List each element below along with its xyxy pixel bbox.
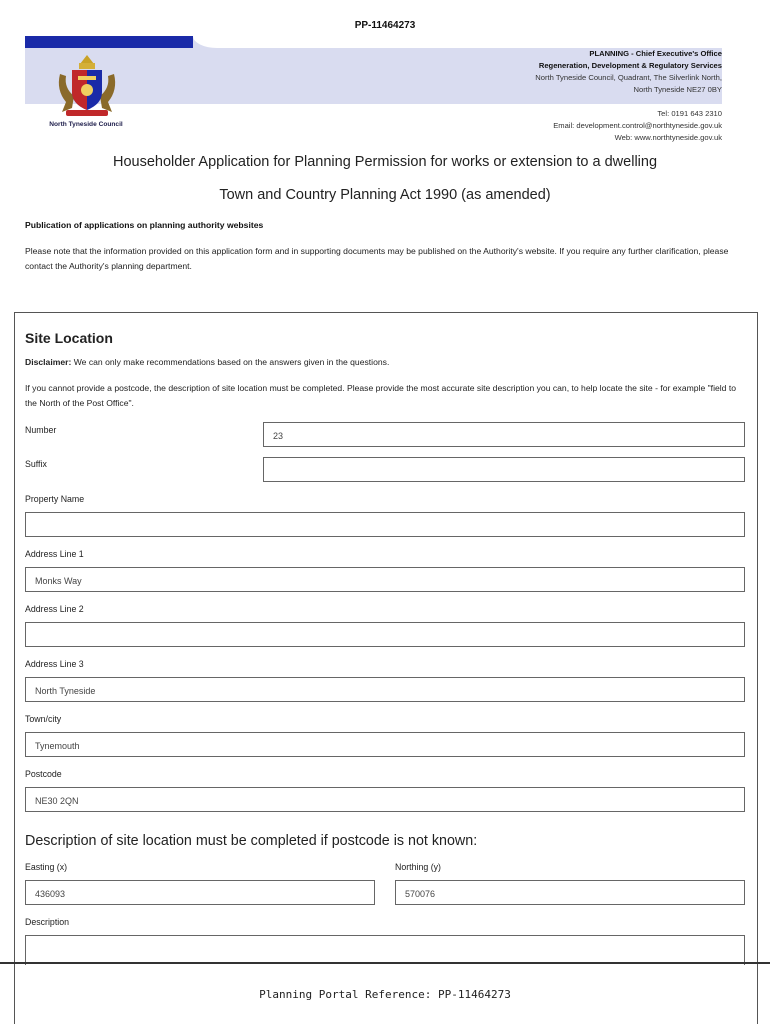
publication-text: Please note that the information provided on this application form and in supporting documents may be published on the Authority's website. If you require any further clarification, please contact the Authority's planning department.: [25, 246, 729, 271]
number-label: Number: [25, 425, 57, 435]
town-label: Town/city: [25, 714, 62, 724]
address-line-2-label: Address Line 2: [25, 604, 84, 614]
council-crest-logo: [42, 52, 132, 132]
suffix-label: Suffix: [25, 459, 47, 469]
northing-field[interactable]: 570076: [395, 880, 745, 905]
office-line-2: Regeneration, Development & Regulatory Services: [538, 61, 722, 70]
address-line-1-label: Address Line 1: [25, 549, 84, 559]
disclaimer: [25, 357, 389, 367]
publication-heading: Publication of applications on planning authority websites: [25, 220, 264, 230]
contact-details: [402, 108, 722, 144]
postcode-label: Postcode: [25, 769, 62, 779]
town-field[interactable]: Tynemouth: [25, 732, 745, 757]
easting-label: Easting (x): [25, 862, 68, 872]
site-location-intro: If you cannot provide a postcode, the description of site location must be completed. Please provide the most accurate site description you can, to help locate the site - for example "field to the North of the Post Office".: [25, 383, 736, 408]
northing-label: Northing (y): [395, 862, 441, 872]
suffix-field[interactable]: [263, 457, 745, 482]
postcode-field[interactable]: NE30 2QN: [25, 787, 745, 812]
address-line-1-field[interactable]: Monks Way: [25, 567, 745, 592]
site-location-section: [14, 312, 758, 1024]
number-field[interactable]: 23: [263, 422, 745, 447]
footer-reference: Planning Portal Reference: PP-11464273: [259, 988, 511, 1001]
section-title: Site Location: [25, 330, 113, 346]
reference-header: PP-11464273: [354, 20, 416, 31]
contact-web: Web: www.northtyneside.gov.uk: [614, 133, 722, 142]
office-address: [402, 48, 722, 96]
property-name-field[interactable]: [25, 512, 745, 537]
address-line-3-field[interactable]: North Tyneside: [25, 677, 745, 702]
banner-accent-bar: [25, 36, 193, 48]
banner-accent-curve: [193, 36, 722, 48]
property-name-label: Property Name: [25, 494, 85, 504]
document-subtitle: Town and Country Planning Act 1990 (as amended): [219, 187, 551, 203]
address-line-2-field[interactable]: [25, 622, 745, 647]
office-line-3: North Tyneside Council, Quadrant, The Silverlink North,: [535, 73, 722, 82]
disclaimer-text: We can only make recommendations based on the answers given in the questions.: [71, 357, 390, 367]
contact-email: Email: development.control@northtyneside.gov.uk: [553, 121, 722, 130]
contact-tel: Tel: 0191 643 2310: [657, 109, 722, 118]
office-line-1: PLANNING - Chief Executive's Office: [589, 49, 722, 58]
page-bottom-rule: [0, 962, 770, 964]
document-title: Householder Application for Planning Permission for works or extension to a dwelling: [112, 154, 658, 170]
easting-field[interactable]: 436093: [25, 880, 375, 905]
disclaimer-label: Disclaimer:: [25, 357, 72, 367]
office-line-4: North Tyneside NE27 0BY: [633, 85, 722, 94]
council-name: North Tyneside Council: [49, 121, 123, 128]
address-line-3-label: Address Line 3: [25, 659, 84, 669]
description-field[interactable]: [25, 935, 745, 965]
description-label: Description: [25, 917, 70, 927]
description-heading: Description of site location must be completed if postcode is not known:: [25, 833, 478, 849]
